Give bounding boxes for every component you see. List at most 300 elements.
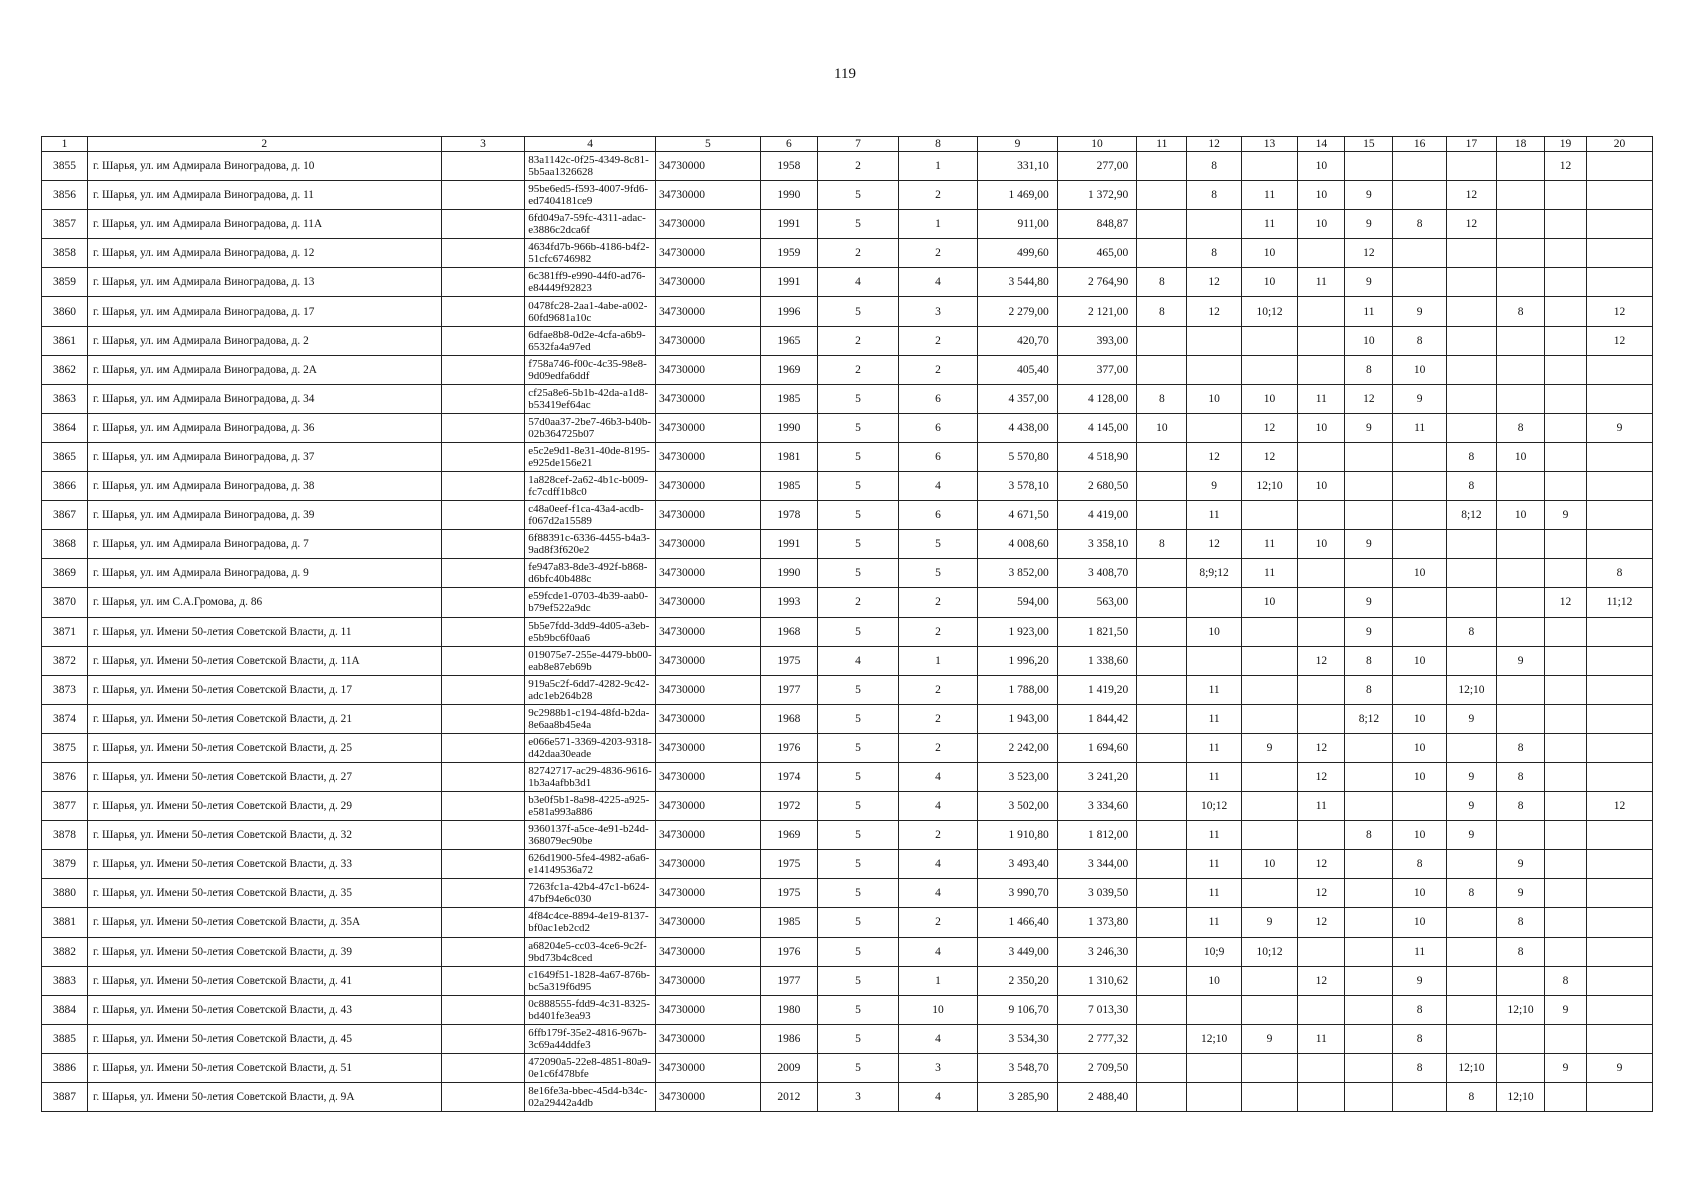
cell-col-8: 4 xyxy=(898,268,978,297)
cell-col-5: 34730000 xyxy=(656,821,761,850)
cell-col-19 xyxy=(1545,355,1587,384)
cell-col-10: 2 680,50 xyxy=(1057,472,1137,501)
cell-col-3 xyxy=(441,1024,525,1053)
cell-col-4: 83a1142c-0f25-4349-8c81-5b5aa1326628 xyxy=(525,152,656,181)
table-row xyxy=(42,850,1653,879)
cell-col-5: 34730000 xyxy=(656,588,761,617)
cell-col-8: 1 xyxy=(898,966,978,995)
cell-col-5: 34730000 xyxy=(656,1053,761,1082)
cell-col-8: 2 xyxy=(898,588,978,617)
cell-col-3 xyxy=(441,937,525,966)
cell-col-5: 34730000 xyxy=(656,733,761,762)
cell-col-6: 1977 xyxy=(760,675,818,704)
cell-col-15: 9 xyxy=(1345,181,1393,210)
cell-col-12: 12;10 xyxy=(1187,1024,1241,1053)
table-row xyxy=(42,442,1653,471)
cell-col-17 xyxy=(1446,937,1496,966)
cell-col-18: 12;10 xyxy=(1497,995,1545,1024)
cell-col-15 xyxy=(1345,1024,1393,1053)
table-row xyxy=(42,501,1653,530)
cell-col-16: 8 xyxy=(1393,850,1446,879)
cell-col-16 xyxy=(1393,472,1446,501)
cell-col-7: 5 xyxy=(818,617,899,646)
cell-col-20 xyxy=(1586,442,1652,471)
cell-col-17: 12 xyxy=(1446,181,1496,210)
cell-col-12: 12 xyxy=(1187,530,1241,559)
cell-col-2: г. Шарья, ул. Имени 50-летия Советской Власти, д. 39 xyxy=(88,937,442,966)
cell-col-4: 4f84c4ce-8894-4e19-8137-bf0ac1eb2cd2 xyxy=(525,908,656,937)
column-header-18: 18 xyxy=(1497,137,1545,152)
cell-col-12 xyxy=(1187,646,1241,675)
cell-col-12: 11 xyxy=(1187,704,1241,733)
cell-col-7: 5 xyxy=(818,792,899,821)
cell-col-6: 1972 xyxy=(760,792,818,821)
cell-col-17: 12;10 xyxy=(1446,675,1496,704)
cell-col-19 xyxy=(1545,268,1587,297)
cell-col-14: 12 xyxy=(1298,966,1345,995)
cell-col-15 xyxy=(1345,879,1393,908)
cell-col-14 xyxy=(1298,559,1345,588)
cell-col-20: 12 xyxy=(1586,297,1652,326)
table-row xyxy=(42,239,1653,268)
cell-col-12: 11 xyxy=(1187,850,1241,879)
cell-col-7: 5 xyxy=(818,181,899,210)
table-row xyxy=(42,646,1653,675)
cell-col-2: г. Шарья, ул. им Адмирала Виноградова, д. 9 xyxy=(88,559,442,588)
cell-col-3 xyxy=(441,210,525,239)
cell-col-1: 3856 xyxy=(42,181,88,210)
cell-col-14 xyxy=(1298,239,1345,268)
cell-col-10: 1 373,80 xyxy=(1057,908,1137,937)
cell-col-18: 10 xyxy=(1497,501,1545,530)
cell-col-12: 10 xyxy=(1187,617,1241,646)
cell-col-7: 2 xyxy=(818,152,899,181)
cell-col-17 xyxy=(1446,1024,1496,1053)
cell-col-12 xyxy=(1187,1083,1241,1112)
cell-col-7: 5 xyxy=(818,908,899,937)
cell-col-9: 3 502,00 xyxy=(978,792,1058,821)
cell-col-14 xyxy=(1298,442,1345,471)
cell-col-10: 3 246,30 xyxy=(1057,937,1137,966)
cell-col-9: 1 788,00 xyxy=(978,675,1058,704)
cell-col-4: 9360137f-a5ce-4e91-b24d-368079ec90be xyxy=(525,821,656,850)
cell-col-20 xyxy=(1586,646,1652,675)
cell-col-15 xyxy=(1345,762,1393,791)
cell-col-16 xyxy=(1393,588,1446,617)
cell-col-5: 34730000 xyxy=(656,937,761,966)
cell-col-11 xyxy=(1137,472,1187,501)
cell-col-19 xyxy=(1545,239,1587,268)
cell-col-15: 11 xyxy=(1345,297,1393,326)
cell-col-6: 1996 xyxy=(760,297,818,326)
housing-table xyxy=(41,136,1653,1112)
cell-col-7: 3 xyxy=(818,1083,899,1112)
cell-col-11 xyxy=(1137,675,1187,704)
header-row xyxy=(42,137,1653,152)
cell-col-7: 4 xyxy=(818,646,899,675)
cell-col-20 xyxy=(1586,501,1652,530)
cell-col-1: 3864 xyxy=(42,413,88,442)
cell-col-9: 331,10 xyxy=(978,152,1058,181)
cell-col-4: 1a828cef-2a62-4b1c-b009-fc7cdff1b8c0 xyxy=(525,472,656,501)
cell-col-9: 3 578,10 xyxy=(978,472,1058,501)
cell-col-14: 10 xyxy=(1298,152,1345,181)
table-row xyxy=(42,588,1653,617)
cell-col-11 xyxy=(1137,210,1187,239)
cell-col-2: г. Шарья, ул. им С.А.Громова, д. 86 xyxy=(88,588,442,617)
cell-col-18 xyxy=(1497,559,1545,588)
cell-col-4: 472090a5-22e8-4851-80a9-0e1c6f478bfe xyxy=(525,1053,656,1082)
cell-col-10: 1 372,90 xyxy=(1057,181,1137,210)
cell-col-15: 9 xyxy=(1345,413,1393,442)
cell-col-19 xyxy=(1545,1083,1587,1112)
cell-col-7: 5 xyxy=(818,1024,899,1053)
cell-col-18 xyxy=(1497,239,1545,268)
cell-col-11 xyxy=(1137,355,1187,384)
cell-col-4: e59fcde1-0703-4b39-aab0-b79ef522a9dc xyxy=(525,588,656,617)
cell-col-2: г. Шарья, ул. Имени 50-летия Советской Власти, д. 11 xyxy=(88,617,442,646)
cell-col-2: г. Шарья, ул. Имени 50-летия Советской Власти, д. 35А xyxy=(88,908,442,937)
cell-col-1: 3871 xyxy=(42,617,88,646)
cell-col-3 xyxy=(441,384,525,413)
cell-col-6: 1958 xyxy=(760,152,818,181)
cell-col-16 xyxy=(1393,152,1446,181)
cell-col-19 xyxy=(1545,559,1587,588)
table-row xyxy=(42,704,1653,733)
cell-col-15 xyxy=(1345,501,1393,530)
cell-col-14 xyxy=(1298,326,1345,355)
cell-col-19: 9 xyxy=(1545,995,1587,1024)
cell-col-13: 11 xyxy=(1241,210,1297,239)
cell-col-7: 2 xyxy=(818,239,899,268)
cell-col-15 xyxy=(1345,937,1393,966)
cell-col-7: 5 xyxy=(818,704,899,733)
cell-col-13 xyxy=(1241,1053,1297,1082)
cell-col-2: г. Шарья, ул. им Адмирала Виноградова, д. 7 xyxy=(88,530,442,559)
cell-col-18 xyxy=(1497,268,1545,297)
cell-col-13 xyxy=(1241,355,1297,384)
cell-col-10: 2 488,40 xyxy=(1057,1083,1137,1112)
column-header-14: 14 xyxy=(1298,137,1345,152)
cell-col-7: 5 xyxy=(818,995,899,1024)
cell-col-14 xyxy=(1298,675,1345,704)
cell-col-5: 34730000 xyxy=(656,966,761,995)
cell-col-10: 563,00 xyxy=(1057,588,1137,617)
cell-col-3 xyxy=(441,704,525,733)
cell-col-12: 10 xyxy=(1187,966,1241,995)
cell-col-9: 3 990,70 xyxy=(978,879,1058,908)
cell-col-11 xyxy=(1137,937,1187,966)
cell-col-8: 2 xyxy=(898,355,978,384)
cell-col-7: 2 xyxy=(818,326,899,355)
cell-col-20 xyxy=(1586,762,1652,791)
table-row xyxy=(42,1083,1653,1112)
table-row xyxy=(42,210,1653,239)
cell-col-1: 3858 xyxy=(42,239,88,268)
cell-col-16 xyxy=(1393,675,1446,704)
cell-col-5: 34730000 xyxy=(656,559,761,588)
cell-col-1: 3863 xyxy=(42,384,88,413)
cell-col-15: 10 xyxy=(1345,326,1393,355)
cell-col-17: 12 xyxy=(1446,210,1496,239)
cell-col-18 xyxy=(1497,326,1545,355)
cell-col-3 xyxy=(441,879,525,908)
cell-col-13: 10 xyxy=(1241,588,1297,617)
cell-col-16: 10 xyxy=(1393,733,1446,762)
cell-col-20 xyxy=(1586,530,1652,559)
cell-col-2: г. Шарья, ул. Имени 50-летия Советской Власти, д. 25 xyxy=(88,733,442,762)
cell-col-2: г. Шарья, ул. им Адмирала Виноградова, д. 39 xyxy=(88,501,442,530)
cell-col-5: 34730000 xyxy=(656,1024,761,1053)
cell-col-9: 3 544,80 xyxy=(978,268,1058,297)
cell-col-12: 11 xyxy=(1187,879,1241,908)
column-header-12: 12 xyxy=(1187,137,1241,152)
cell-col-20 xyxy=(1586,1083,1652,1112)
cell-col-16: 10 xyxy=(1393,646,1446,675)
cell-col-15 xyxy=(1345,152,1393,181)
cell-col-13: 10;12 xyxy=(1241,297,1297,326)
cell-col-7: 5 xyxy=(818,530,899,559)
cell-col-17: 8;12 xyxy=(1446,501,1496,530)
cell-col-11 xyxy=(1137,1024,1187,1053)
cell-col-16: 10 xyxy=(1393,762,1446,791)
cell-col-6: 1968 xyxy=(760,704,818,733)
cell-col-4: 6f88391c-6336-4455-b4a3-9ad8f3f620e2 xyxy=(525,530,656,559)
cell-col-11: 8 xyxy=(1137,297,1187,326)
cell-col-18 xyxy=(1497,588,1545,617)
cell-col-10: 1 419,20 xyxy=(1057,675,1137,704)
cell-col-2: г. Шарья, ул. им Адмирала Виноградова, д. 12 xyxy=(88,239,442,268)
cell-col-16 xyxy=(1393,530,1446,559)
cell-col-11 xyxy=(1137,646,1187,675)
column-header-1: 1 xyxy=(42,137,88,152)
cell-col-1: 3862 xyxy=(42,355,88,384)
cell-col-6: 1974 xyxy=(760,762,818,791)
column-header-11: 11 xyxy=(1137,137,1187,152)
cell-col-19 xyxy=(1545,326,1587,355)
cell-col-19 xyxy=(1545,442,1587,471)
cell-col-7: 2 xyxy=(818,355,899,384)
cell-col-9: 3 548,70 xyxy=(978,1053,1058,1082)
cell-col-15 xyxy=(1345,850,1393,879)
cell-col-11 xyxy=(1137,850,1187,879)
cell-col-4: fe947a83-8de3-492f-b868-d6bfc40b488c xyxy=(525,559,656,588)
cell-col-2: г. Шарья, ул. Имени 50-летия Советской Власти, д. 11А xyxy=(88,646,442,675)
cell-col-13 xyxy=(1241,152,1297,181)
cell-col-4: 7263fc1a-42b4-47c1-b624-47bf94e6c030 xyxy=(525,879,656,908)
cell-col-9: 4 357,00 xyxy=(978,384,1058,413)
cell-col-5: 34730000 xyxy=(656,850,761,879)
cell-col-8: 10 xyxy=(898,995,978,1024)
cell-col-1: 3884 xyxy=(42,995,88,1024)
cell-col-15 xyxy=(1345,442,1393,471)
cell-col-12: 10;9 xyxy=(1187,937,1241,966)
cell-col-19 xyxy=(1545,1024,1587,1053)
cell-col-5: 34730000 xyxy=(656,675,761,704)
cell-col-7: 5 xyxy=(818,413,899,442)
cell-col-15: 9 xyxy=(1345,268,1393,297)
cell-col-3 xyxy=(441,821,525,850)
cell-col-9: 499,60 xyxy=(978,239,1058,268)
table-row xyxy=(42,821,1653,850)
cell-col-18 xyxy=(1497,355,1545,384)
cell-col-19: 9 xyxy=(1545,501,1587,530)
cell-col-17 xyxy=(1446,588,1496,617)
cell-col-1: 3870 xyxy=(42,588,88,617)
cell-col-18 xyxy=(1497,210,1545,239)
cell-col-11: 8 xyxy=(1137,384,1187,413)
cell-col-7: 5 xyxy=(818,966,899,995)
cell-col-4: 0478fc28-2aa1-4abe-a002-60fd9681a10c xyxy=(525,297,656,326)
cell-col-1: 3861 xyxy=(42,326,88,355)
cell-col-6: 1985 xyxy=(760,384,818,413)
cell-col-20 xyxy=(1586,268,1652,297)
table-row xyxy=(42,617,1653,646)
cell-col-17: 9 xyxy=(1446,762,1496,791)
cell-col-17: 9 xyxy=(1446,821,1496,850)
cell-col-3 xyxy=(441,995,525,1024)
cell-col-3 xyxy=(441,442,525,471)
cell-col-14 xyxy=(1298,821,1345,850)
cell-col-12: 11 xyxy=(1187,501,1241,530)
cell-col-4: 4634fd7b-966b-4186-b4f2-51cfc6746982 xyxy=(525,239,656,268)
cell-col-20 xyxy=(1586,937,1652,966)
cell-col-8: 2 xyxy=(898,617,978,646)
table-body xyxy=(42,152,1653,1112)
table-row xyxy=(42,530,1653,559)
cell-col-14 xyxy=(1298,297,1345,326)
cell-col-7: 5 xyxy=(818,501,899,530)
cell-col-15: 8 xyxy=(1345,646,1393,675)
cell-col-20 xyxy=(1586,617,1652,646)
cell-col-15 xyxy=(1345,1083,1393,1112)
cell-col-14 xyxy=(1298,937,1345,966)
cell-col-17 xyxy=(1446,268,1496,297)
cell-col-14 xyxy=(1298,704,1345,733)
cell-col-18 xyxy=(1497,704,1545,733)
cell-col-9: 3 285,90 xyxy=(978,1083,1058,1112)
cell-col-15: 8 xyxy=(1345,675,1393,704)
cell-col-20 xyxy=(1586,355,1652,384)
cell-col-16: 10 xyxy=(1393,908,1446,937)
cell-col-1: 3880 xyxy=(42,879,88,908)
cell-col-12: 8;9;12 xyxy=(1187,559,1241,588)
cell-col-1: 3878 xyxy=(42,821,88,850)
cell-col-1: 3866 xyxy=(42,472,88,501)
cell-col-4: 919a5c2f-6dd7-4282-9c42-adc1eb264b28 xyxy=(525,675,656,704)
cell-col-20 xyxy=(1586,995,1652,1024)
cell-col-6: 1990 xyxy=(760,413,818,442)
cell-col-7: 5 xyxy=(818,937,899,966)
cell-col-14 xyxy=(1298,355,1345,384)
cell-col-11 xyxy=(1137,501,1187,530)
cell-col-13: 9 xyxy=(1241,733,1297,762)
cell-col-1: 3876 xyxy=(42,762,88,791)
cell-col-20 xyxy=(1586,210,1652,239)
cell-col-4: 626d1900-5fe4-4982-a6a6-e14149536a72 xyxy=(525,850,656,879)
cell-col-4: e066e571-3369-4203-9318-d42daa30eade xyxy=(525,733,656,762)
cell-col-3 xyxy=(441,675,525,704)
cell-col-17 xyxy=(1446,152,1496,181)
cell-col-17 xyxy=(1446,530,1496,559)
table-row xyxy=(42,879,1653,908)
cell-col-16: 10 xyxy=(1393,821,1446,850)
cell-col-4: 57d0aa37-2be7-46b3-b40b-02b364725b07 xyxy=(525,413,656,442)
cell-col-3 xyxy=(441,588,525,617)
cell-col-7: 5 xyxy=(818,210,899,239)
cell-col-5: 34730000 xyxy=(656,181,761,210)
cell-col-12: 12 xyxy=(1187,442,1241,471)
cell-col-4: 6dfae8b8-0d2e-4cfa-a6b9-6532fa4a97ed xyxy=(525,326,656,355)
cell-col-14: 10 xyxy=(1298,530,1345,559)
cell-col-14: 10 xyxy=(1298,472,1345,501)
cell-col-6: 1991 xyxy=(760,210,818,239)
cell-col-5: 34730000 xyxy=(656,152,761,181)
cell-col-6: 1975 xyxy=(760,850,818,879)
cell-col-18: 8 xyxy=(1497,792,1545,821)
cell-col-17: 8 xyxy=(1446,472,1496,501)
housing-table-container xyxy=(41,136,1653,1112)
cell-col-13 xyxy=(1241,501,1297,530)
cell-col-14 xyxy=(1298,1083,1345,1112)
cell-col-16: 11 xyxy=(1393,413,1446,442)
cell-col-3 xyxy=(441,326,525,355)
cell-col-18 xyxy=(1497,472,1545,501)
cell-col-2: г. Шарья, ул. им Адмирала Виноградова, д. 36 xyxy=(88,413,442,442)
cell-col-8: 2 xyxy=(898,704,978,733)
cell-col-3 xyxy=(441,850,525,879)
cell-col-8: 2 xyxy=(898,675,978,704)
cell-col-3 xyxy=(441,239,525,268)
cell-col-2: г. Шарья, ул. Имени 50-летия Советской Власти, д. 45 xyxy=(88,1024,442,1053)
cell-col-9: 420,70 xyxy=(978,326,1058,355)
table-row xyxy=(42,326,1653,355)
cell-col-15: 9 xyxy=(1345,530,1393,559)
cell-col-4: 6ffb179f-35e2-4816-967b-3c69a44ddfe3 xyxy=(525,1024,656,1053)
cell-col-18: 8 xyxy=(1497,937,1545,966)
cell-col-18 xyxy=(1497,384,1545,413)
cell-col-5: 34730000 xyxy=(656,297,761,326)
cell-col-17: 8 xyxy=(1446,442,1496,471)
cell-col-18: 8 xyxy=(1497,762,1545,791)
column-header-20: 20 xyxy=(1586,137,1652,152)
cell-col-16 xyxy=(1393,1083,1446,1112)
cell-col-8: 4 xyxy=(898,472,978,501)
cell-col-19 xyxy=(1545,821,1587,850)
cell-col-14: 10 xyxy=(1298,413,1345,442)
cell-col-16 xyxy=(1393,792,1446,821)
cell-col-12: 12 xyxy=(1187,268,1241,297)
cell-col-20 xyxy=(1586,472,1652,501)
cell-col-14: 12 xyxy=(1298,646,1345,675)
column-header-16: 16 xyxy=(1393,137,1446,152)
cell-col-19 xyxy=(1545,297,1587,326)
cell-col-11 xyxy=(1137,879,1187,908)
cell-col-19 xyxy=(1545,792,1587,821)
cell-col-3 xyxy=(441,501,525,530)
cell-col-11 xyxy=(1137,181,1187,210)
cell-col-8: 4 xyxy=(898,937,978,966)
cell-col-14: 12 xyxy=(1298,908,1345,937)
cell-col-14: 11 xyxy=(1298,384,1345,413)
cell-col-3 xyxy=(441,646,525,675)
cell-col-4: 95be6ed5-f593-4007-9fd6-ed7404181ce9 xyxy=(525,181,656,210)
cell-col-2: г. Шарья, ул. Имени 50-летия Советской Власти, д. 43 xyxy=(88,995,442,1024)
cell-col-13: 12 xyxy=(1241,442,1297,471)
cell-col-12 xyxy=(1187,1053,1241,1082)
cell-col-18 xyxy=(1497,1053,1545,1082)
cell-col-18: 9 xyxy=(1497,879,1545,908)
